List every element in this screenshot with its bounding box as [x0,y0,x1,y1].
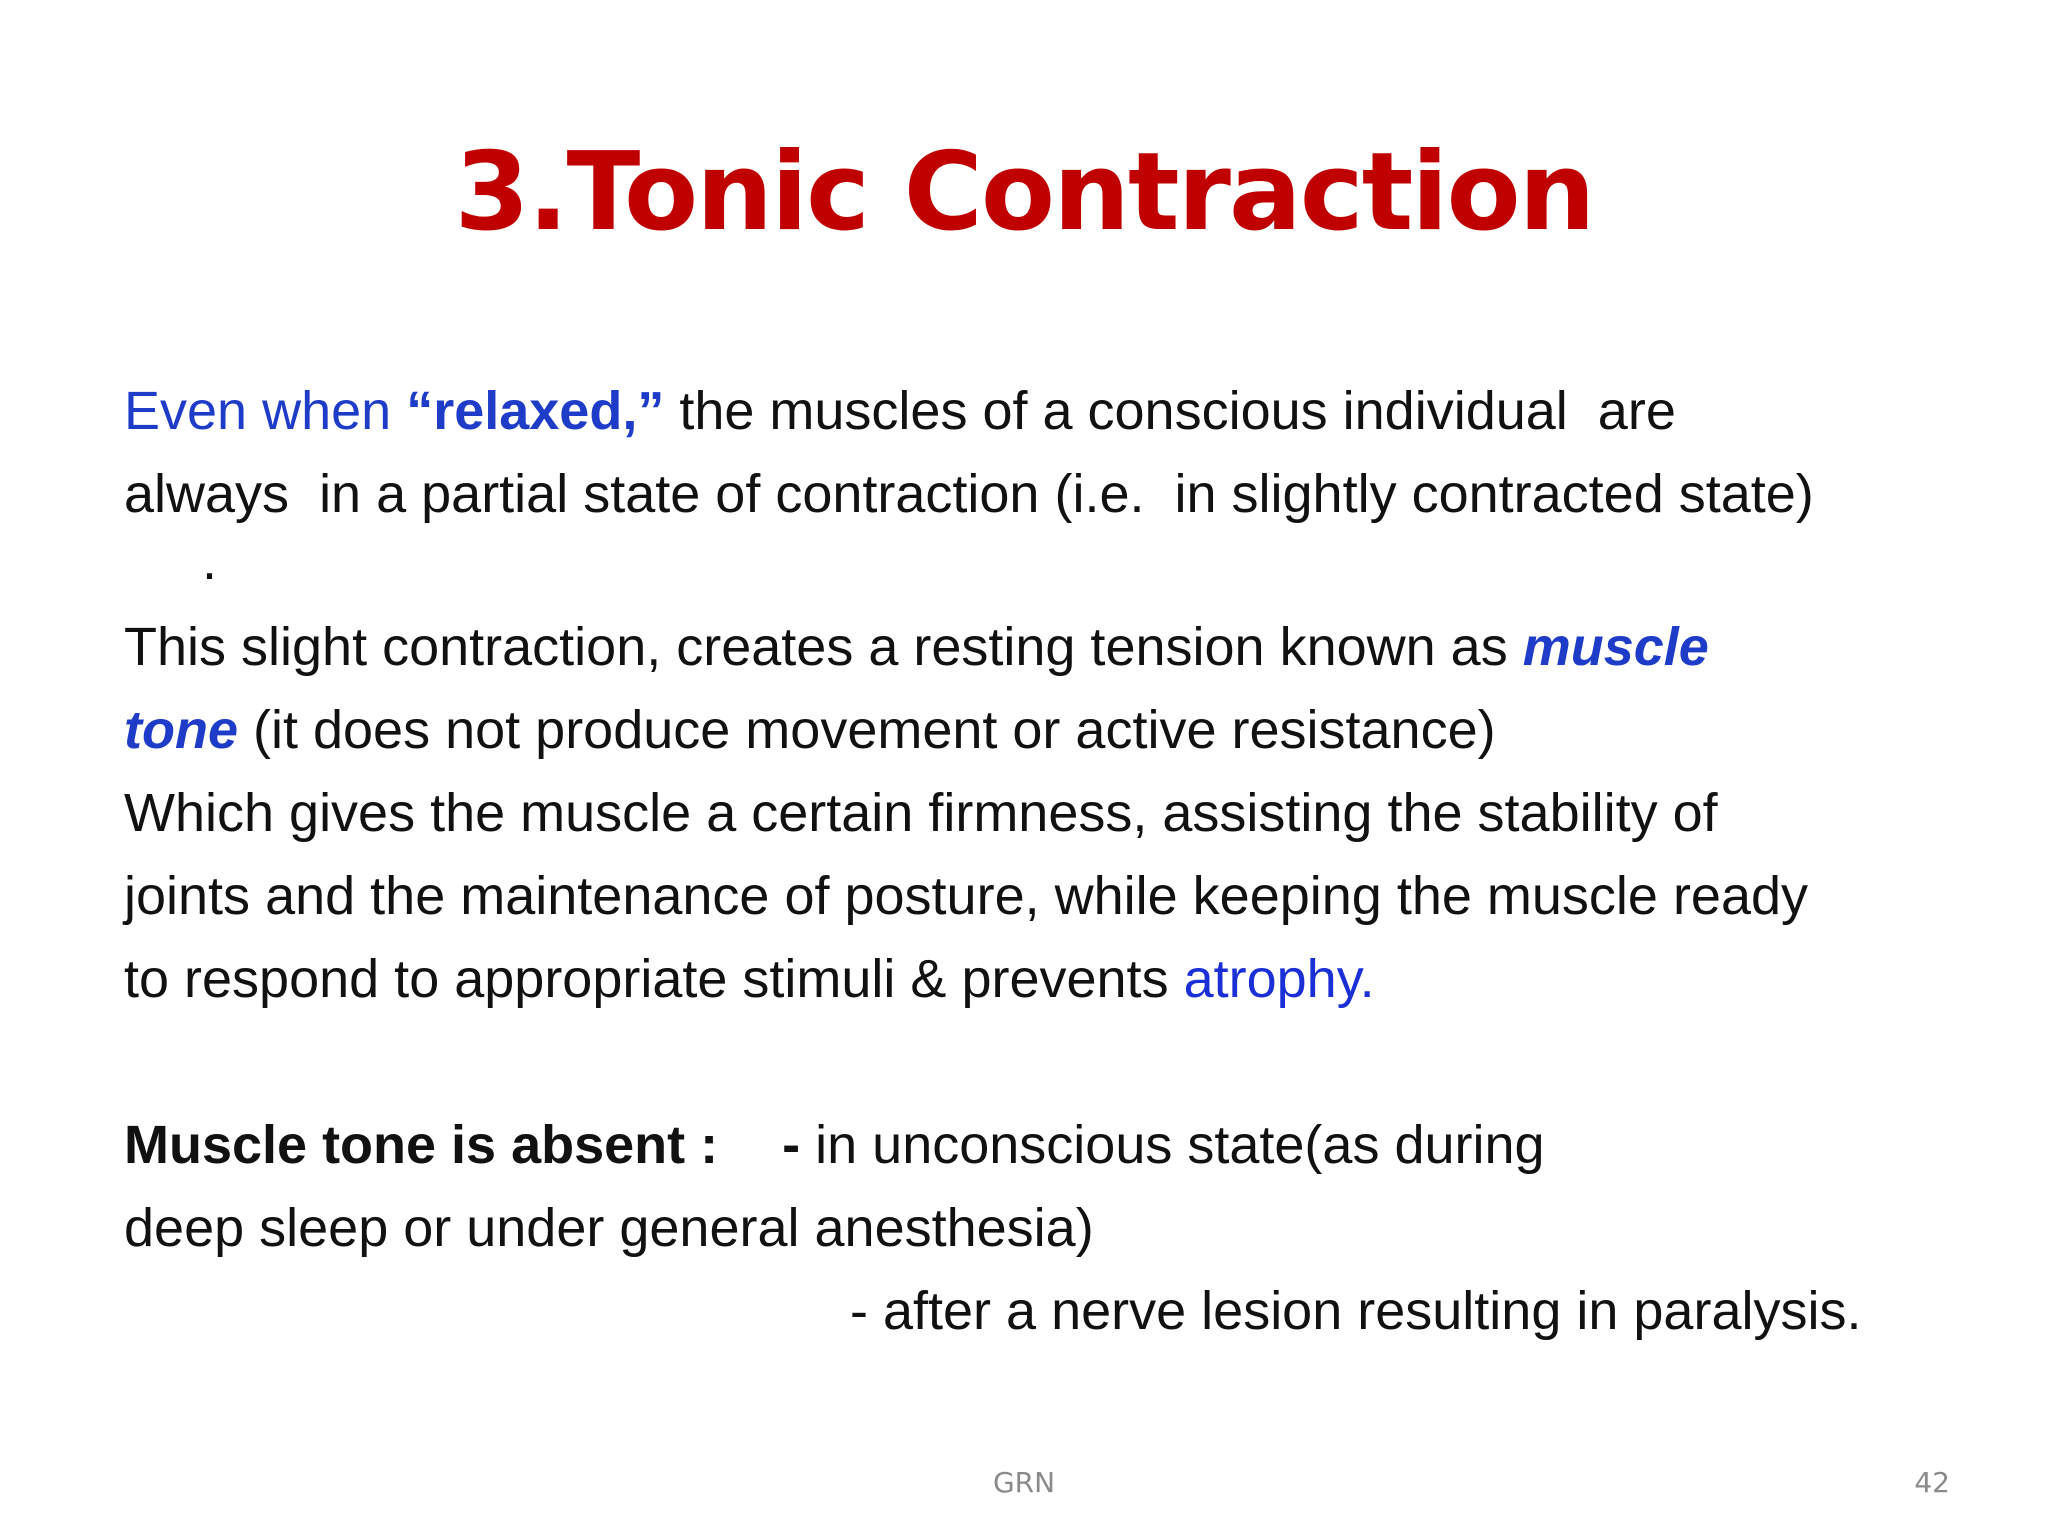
page-number: 42 [1914,1466,1950,1499]
paragraph2-line2 [124,689,1496,772]
paragraph1-line1-rest: the muscles of a conscious individual are [664,381,1676,441]
tone-term: tone [124,700,238,760]
paragraph3-line1 [124,1104,1545,1187]
relaxed-term: “relaxed,” [406,381,665,441]
dash-bullet: - [782,1115,801,1175]
paragraph2-line5 [124,938,1375,1021]
muscle-term: muscle [1522,617,1709,677]
paragraph2-line1 [124,606,1709,689]
paragraph2-line2-text: (it does not produce movement or active resistance) [238,700,1496,760]
paragraph3-line2: deep sleep or under general anesthesia) [124,1198,1094,1258]
paragraph2-line3: Which gives the muscle a certain firmness, assisting the stability of [124,783,1718,843]
paragraph2-line5-text: to respond to appropriate stimuli & prevents [124,949,1184,1009]
atrophy-term: atrophy. [1183,949,1375,1009]
absent-item1-part1: in unconscious state(as during [800,1115,1545,1175]
footer-author: GRN [992,1466,1056,1499]
paragraph1-line3: . [202,531,218,591]
even-when-text: Even when [124,381,407,441]
paragraph2-line1-text: This slight contraction, creates a resting tension known as [124,617,1523,677]
paragraph3-line3: - after a nerve lesion resulting in paralysis. [850,1281,1862,1341]
paragraph1-line2: always in a partial state of contraction (i.e. in slightly contracted state) [124,464,1814,524]
slide-title: 3.Tonic Contraction [454,130,1594,255]
paragraph2-line4: joints and the maintenance of posture, while keeping the muscle ready [124,866,1809,926]
absent-heading: Muscle tone is absent : [124,1115,719,1175]
paragraph1-line1 [124,370,1676,453]
